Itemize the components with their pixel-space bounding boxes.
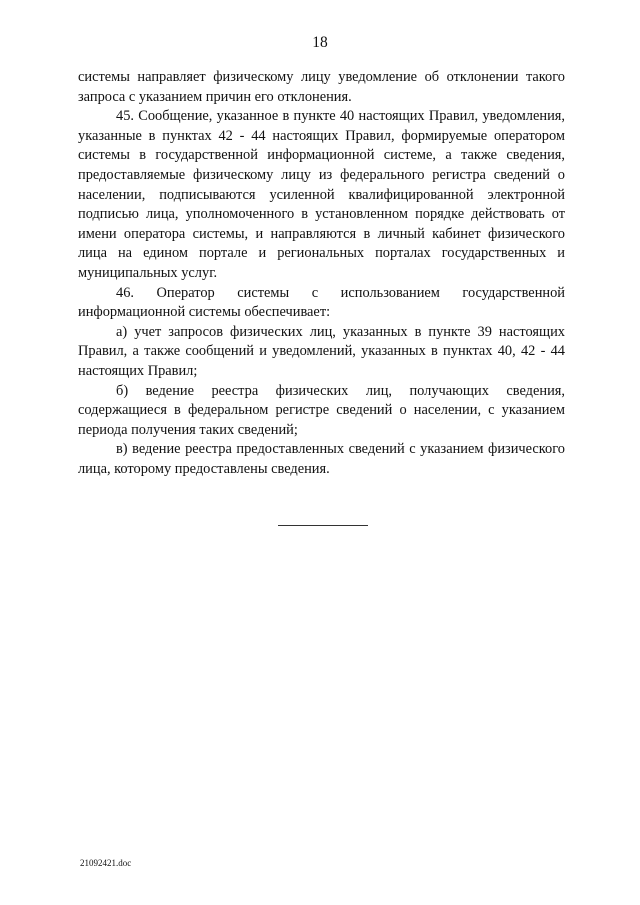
paragraph-46-c: в) ведение реестра предоставленных сведений с указанием физического лица, которому предоставлены сведения.	[78, 441, 565, 477]
document-body	[78, 68, 565, 479]
paragraph-continuation: системы направляет физическому лицу уведомление об отклонении такого запроса с указанием причин его отклонения.	[78, 69, 565, 105]
paragraph-45: 45. Сообщение, указанное в пункте 40 настоящих Правил, уведомления, указанные в пунктах 42 - 44 настоящих Правил, формируемые оператором системы в государственной информационной системе, а также сведения, предоставляемые физическому лицу из федерального регистра сведений о населении, подписываются усиленной квалифицированной электронной подписью лица, уполномоченного в установленном порядке действовать от имени оператора системы, и направляются в личный кабинет физического лица на едином портале и региональных порталах государственных и муниципальных услуг.	[78, 108, 565, 281]
end-separator-line	[278, 525, 368, 526]
paragraph-46-b: б) ведение реестра физических лиц, получающих сведения, содержащиеся в федеральном регистре сведений о населении, с указанием периода получения таких сведений;	[78, 382, 565, 438]
footer-document-code: 21092421.doc	[80, 858, 132, 868]
paragraph-46-a: а) учет запросов физических лиц, указанных в пункте 39 настоящих Правил, а также сообщений и уведомлений, указанных в пунктах 40, 42 - 44 настоящих Правил;	[78, 323, 565, 379]
paragraph-46: 46. Оператор системы с использованием государственной информационной системы обеспечивает:	[78, 284, 565, 321]
page-number: 18	[312, 34, 328, 51]
